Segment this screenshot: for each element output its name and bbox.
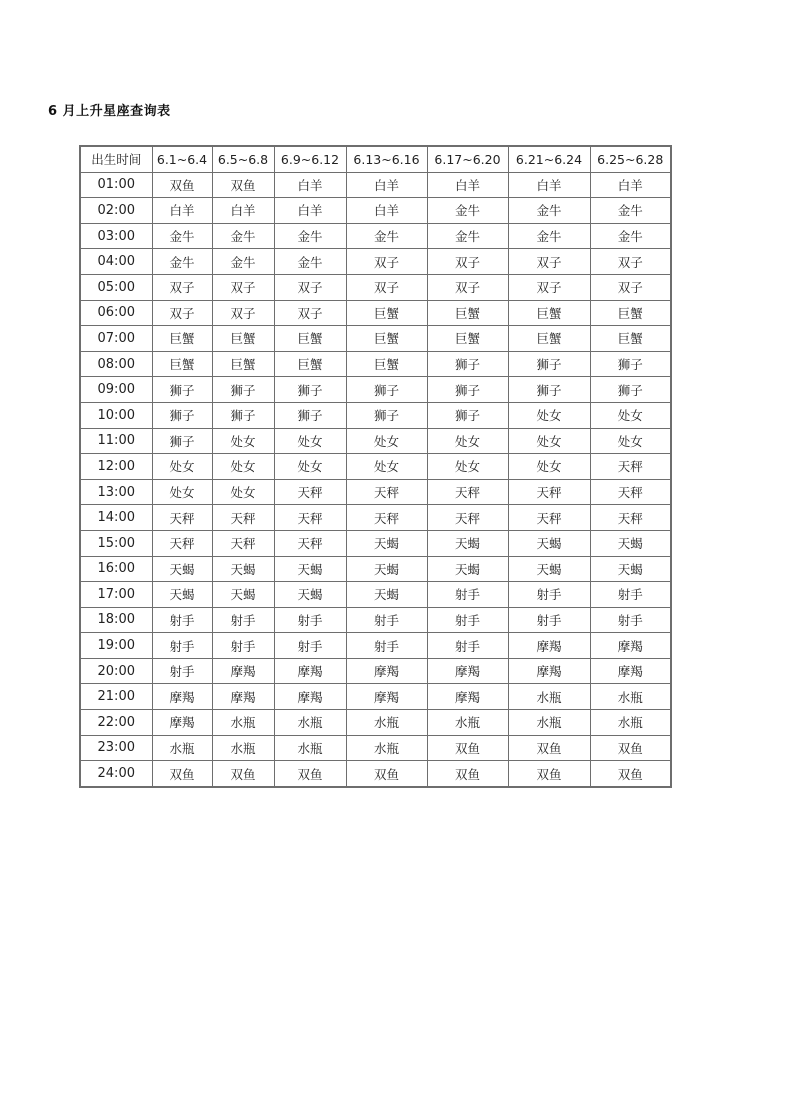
rising-sign-cell: 双鱼 xyxy=(212,761,274,787)
rising-sign-cell: 狮子 xyxy=(152,377,212,403)
rising-sign-cell: 金牛 xyxy=(152,223,212,249)
rising-sign-cell: 天蝎 xyxy=(590,530,671,556)
table-row xyxy=(80,402,671,428)
birth-time-cell: 07:00 xyxy=(80,326,152,352)
rising-sign-cell: 摩羯 xyxy=(274,658,346,684)
column-header-date-range: 6.9~6.12 xyxy=(274,146,346,172)
rising-sign-cell: 水瓶 xyxy=(346,735,427,761)
birth-time-cell: 04:00 xyxy=(80,249,152,275)
rising-sign-cell: 天秤 xyxy=(590,454,671,480)
rising-sign-cell: 处女 xyxy=(346,428,427,454)
rising-sign-cell: 双鱼 xyxy=(508,735,590,761)
rising-sign-cell: 狮子 xyxy=(274,377,346,403)
table-body xyxy=(80,172,671,787)
column-header-date-range: 6.21~6.24 xyxy=(508,146,590,172)
rising-sign-cell: 处女 xyxy=(508,402,590,428)
rising-sign-cell: 摩羯 xyxy=(508,633,590,659)
rising-sign-cell: 摩羯 xyxy=(346,658,427,684)
rising-sign-cell: 射手 xyxy=(427,633,508,659)
rising-sign-cell: 双子 xyxy=(212,274,274,300)
rising-sign-cell: 双子 xyxy=(427,249,508,275)
rising-sign-cell: 天秤 xyxy=(590,505,671,531)
rising-sign-cell: 天秤 xyxy=(346,505,427,531)
table-row xyxy=(80,556,671,582)
birth-time-cell: 11:00 xyxy=(80,428,152,454)
rising-sign-cell: 金牛 xyxy=(212,249,274,275)
table-row xyxy=(80,658,671,684)
rising-sign-cell: 狮子 xyxy=(346,402,427,428)
birth-time-cell: 24:00 xyxy=(80,761,152,787)
rising-sign-cell: 金牛 xyxy=(427,198,508,224)
rising-sign-cell: 天蝎 xyxy=(212,582,274,608)
birth-time-cell: 05:00 xyxy=(80,274,152,300)
rising-sign-cell: 狮子 xyxy=(427,402,508,428)
column-header-date-range: 6.25~6.28 xyxy=(590,146,671,172)
rising-sign-cell: 处女 xyxy=(508,454,590,480)
rising-sign-cell: 狮子 xyxy=(152,428,212,454)
rising-sign-cell: 摩羯 xyxy=(508,658,590,684)
birth-time-cell: 16:00 xyxy=(80,556,152,582)
rising-sign-cell: 巨蟹 xyxy=(508,300,590,326)
column-header-date-range: 6.1~6.4 xyxy=(152,146,212,172)
birth-time-cell: 12:00 xyxy=(80,454,152,480)
rising-sign-cell: 摩羯 xyxy=(152,684,212,710)
rising-sign-cell: 射手 xyxy=(152,633,212,659)
rising-sign-cell: 双子 xyxy=(346,249,427,275)
table-row xyxy=(80,761,671,787)
rising-sign-cell: 金牛 xyxy=(508,198,590,224)
rising-sign-cell: 射手 xyxy=(427,582,508,608)
rising-sign-cell: 白羊 xyxy=(346,172,427,198)
rising-sign-cell: 射手 xyxy=(274,633,346,659)
rising-sign-cell: 双子 xyxy=(508,274,590,300)
rising-sign-cell: 白羊 xyxy=(346,198,427,224)
birth-time-cell: 08:00 xyxy=(80,351,152,377)
table-row xyxy=(80,351,671,377)
rising-sign-cell: 摩羯 xyxy=(152,710,212,736)
rising-sign-cell: 天秤 xyxy=(152,505,212,531)
rising-sign-cell: 双鱼 xyxy=(590,761,671,787)
rising-sign-cell: 双鱼 xyxy=(590,735,671,761)
birth-time-cell: 09:00 xyxy=(80,377,152,403)
birth-time-cell: 17:00 xyxy=(80,582,152,608)
rising-sign-cell: 水瓶 xyxy=(212,710,274,736)
birth-time-cell: 14:00 xyxy=(80,505,152,531)
rising-sign-cell: 天蝎 xyxy=(508,530,590,556)
rising-sign-cell: 天蝎 xyxy=(427,530,508,556)
rising-sign-cell: 处女 xyxy=(274,428,346,454)
rising-sign-cell: 天蝎 xyxy=(152,582,212,608)
rising-sign-cell: 双鱼 xyxy=(152,172,212,198)
rising-sign-cell: 射手 xyxy=(508,607,590,633)
table-row xyxy=(80,684,671,710)
rising-sign-cell: 双子 xyxy=(427,274,508,300)
table-row xyxy=(80,428,671,454)
rising-sign-cell: 处女 xyxy=(152,479,212,505)
rising-sign-cell: 天蝎 xyxy=(274,582,346,608)
rising-sign-cell: 双鱼 xyxy=(212,172,274,198)
table-row xyxy=(80,198,671,224)
rising-sign-cell: 巨蟹 xyxy=(590,300,671,326)
rising-sign-cell: 射手 xyxy=(346,607,427,633)
rising-sign-cell: 白羊 xyxy=(508,172,590,198)
rising-sign-cell: 处女 xyxy=(274,454,346,480)
rising-sign-cell: 狮子 xyxy=(212,402,274,428)
rising-sign-cell: 白羊 xyxy=(590,172,671,198)
rising-sign-cell: 射手 xyxy=(152,658,212,684)
rising-sign-cell: 天秤 xyxy=(590,479,671,505)
rising-sign-cell: 巨蟹 xyxy=(152,326,212,352)
rising-sign-cell: 巨蟹 xyxy=(212,326,274,352)
rising-sign-cell: 白羊 xyxy=(274,172,346,198)
rising-sign-cell: 双鱼 xyxy=(427,761,508,787)
birth-time-cell: 20:00 xyxy=(80,658,152,684)
rising-sign-cell: 水瓶 xyxy=(508,684,590,710)
rising-sign-cell: 天秤 xyxy=(212,505,274,531)
rising-sign-cell: 天秤 xyxy=(427,505,508,531)
rising-sign-cell: 双鱼 xyxy=(346,761,427,787)
rising-sign-cell: 金牛 xyxy=(427,223,508,249)
rising-sign-cell: 水瓶 xyxy=(508,710,590,736)
table-row xyxy=(80,377,671,403)
rising-sign-cell: 白羊 xyxy=(152,198,212,224)
rising-sign-cell: 射手 xyxy=(590,582,671,608)
table-row xyxy=(80,530,671,556)
table-header-row xyxy=(80,146,671,172)
rising-sign-cell: 摩羯 xyxy=(590,658,671,684)
birth-time-cell: 13:00 xyxy=(80,479,152,505)
rising-sign-cell: 摩羯 xyxy=(590,633,671,659)
rising-sign-cell: 水瓶 xyxy=(274,710,346,736)
rising-sign-cell: 双子 xyxy=(152,274,212,300)
rising-sign-cell: 水瓶 xyxy=(590,684,671,710)
rising-sign-cell: 射手 xyxy=(346,633,427,659)
rising-sign-cell: 水瓶 xyxy=(590,710,671,736)
rising-sign-cell: 处女 xyxy=(427,454,508,480)
rising-sign-cell: 处女 xyxy=(212,454,274,480)
rising-sign-cell: 摩羯 xyxy=(427,684,508,710)
rising-sign-cell: 摩羯 xyxy=(274,684,346,710)
table-row xyxy=(80,249,671,275)
rising-sign-cell: 双鱼 xyxy=(152,761,212,787)
rising-sign-cell: 金牛 xyxy=(590,198,671,224)
rising-sign-cell: 巨蟹 xyxy=(427,326,508,352)
rising-sign-cell: 天蝎 xyxy=(590,556,671,582)
birth-time-cell: 03:00 xyxy=(80,223,152,249)
rising-sign-cell: 巨蟹 xyxy=(508,326,590,352)
table-row xyxy=(80,505,671,531)
rising-sign-cell: 狮子 xyxy=(508,377,590,403)
birth-time-cell: 10:00 xyxy=(80,402,152,428)
rising-sign-cell: 天秤 xyxy=(346,479,427,505)
rising-sign-cell: 巨蟹 xyxy=(346,326,427,352)
birth-time-cell: 02:00 xyxy=(80,198,152,224)
rising-sign-cell: 金牛 xyxy=(274,249,346,275)
rising-sign-cell: 巨蟹 xyxy=(274,326,346,352)
rising-sign-cell: 金牛 xyxy=(212,223,274,249)
table-row xyxy=(80,582,671,608)
rising-sign-cell: 射手 xyxy=(212,633,274,659)
rising-sign-cell: 狮子 xyxy=(346,377,427,403)
table-row xyxy=(80,633,671,659)
rising-sign-cell: 狮子 xyxy=(508,351,590,377)
rising-sign-cell: 双子 xyxy=(590,249,671,275)
rising-sign-cell: 水瓶 xyxy=(346,710,427,736)
column-header-date-range: 6.13~6.16 xyxy=(346,146,427,172)
birth-time-cell: 21:00 xyxy=(80,684,152,710)
rising-sign-table xyxy=(79,145,672,788)
rising-sign-cell: 狮子 xyxy=(152,402,212,428)
rising-sign-cell: 处女 xyxy=(346,454,427,480)
birth-time-cell: 01:00 xyxy=(80,172,152,198)
table-row xyxy=(80,479,671,505)
rising-sign-cell: 狮子 xyxy=(590,351,671,377)
rising-sign-cell: 双鱼 xyxy=(427,735,508,761)
rising-sign-cell: 天蝎 xyxy=(274,556,346,582)
table-row xyxy=(80,607,671,633)
rising-sign-cell: 处女 xyxy=(212,428,274,454)
column-header-birth-time: 出生时间 xyxy=(80,146,152,172)
table-row xyxy=(80,454,671,480)
rising-sign-cell: 天秤 xyxy=(274,505,346,531)
page-title: 6 月上升星座查询表 xyxy=(48,104,171,119)
rising-sign-cell: 处女 xyxy=(152,454,212,480)
rising-sign-cell: 金牛 xyxy=(274,223,346,249)
rising-sign-cell: 巨蟹 xyxy=(427,300,508,326)
rising-sign-cell: 金牛 xyxy=(152,249,212,275)
rising-sign-cell: 狮子 xyxy=(212,377,274,403)
rising-sign-cell: 双子 xyxy=(274,274,346,300)
column-header-date-range: 6.5~6.8 xyxy=(212,146,274,172)
rising-sign-cell: 巨蟹 xyxy=(152,351,212,377)
rising-sign-cell: 白羊 xyxy=(274,198,346,224)
birth-time-cell: 06:00 xyxy=(80,300,152,326)
rising-sign-cell: 双鱼 xyxy=(274,761,346,787)
table-row xyxy=(80,326,671,352)
rising-sign-cell: 白羊 xyxy=(212,198,274,224)
birth-time-cell: 18:00 xyxy=(80,607,152,633)
rising-sign-cell: 天蝎 xyxy=(427,556,508,582)
table-row xyxy=(80,735,671,761)
rising-sign-cell: 狮子 xyxy=(427,351,508,377)
rising-sign-cell: 双鱼 xyxy=(508,761,590,787)
rising-sign-cell: 巨蟹 xyxy=(590,326,671,352)
table-row xyxy=(80,172,671,198)
rising-sign-cell: 金牛 xyxy=(508,223,590,249)
rising-sign-cell: 天秤 xyxy=(427,479,508,505)
rising-sign-cell: 射手 xyxy=(508,582,590,608)
rising-sign-cell: 摩羯 xyxy=(427,658,508,684)
rising-sign-cell: 射手 xyxy=(152,607,212,633)
table-row xyxy=(80,710,671,736)
table-row xyxy=(80,300,671,326)
rising-sign-cell: 处女 xyxy=(427,428,508,454)
rising-sign-cell: 天蝎 xyxy=(346,556,427,582)
rising-sign-cell: 射手 xyxy=(590,607,671,633)
rising-sign-cell: 双子 xyxy=(274,300,346,326)
rising-sign-cell: 狮子 xyxy=(274,402,346,428)
rising-sign-cell: 水瓶 xyxy=(212,735,274,761)
rising-sign-cell: 金牛 xyxy=(590,223,671,249)
column-header-date-range: 6.17~6.20 xyxy=(427,146,508,172)
rising-sign-cell: 巨蟹 xyxy=(346,300,427,326)
rising-sign-cell: 巨蟹 xyxy=(212,351,274,377)
rising-sign-cell: 处女 xyxy=(508,428,590,454)
rising-sign-cell: 射手 xyxy=(212,607,274,633)
rising-sign-cell: 双子 xyxy=(508,249,590,275)
rising-sign-cell: 天秤 xyxy=(508,479,590,505)
birth-time-cell: 22:00 xyxy=(80,710,152,736)
birth-time-cell: 19:00 xyxy=(80,633,152,659)
rising-sign-cell: 摩羯 xyxy=(212,658,274,684)
rising-sign-cell: 巨蟹 xyxy=(346,351,427,377)
rising-sign-cell: 天蝎 xyxy=(346,530,427,556)
rising-sign-cell: 双子 xyxy=(212,300,274,326)
rising-sign-cell: 白羊 xyxy=(427,172,508,198)
rising-sign-cell: 巨蟹 xyxy=(274,351,346,377)
rising-sign-cell: 水瓶 xyxy=(152,735,212,761)
table-row xyxy=(80,223,671,249)
rising-sign-cell: 摩羯 xyxy=(212,684,274,710)
rising-sign-cell: 水瓶 xyxy=(427,710,508,736)
rising-sign-cell: 天蝎 xyxy=(212,556,274,582)
rising-sign-cell: 天秤 xyxy=(152,530,212,556)
rising-sign-cell: 天秤 xyxy=(508,505,590,531)
rising-sign-cell: 天蝎 xyxy=(346,582,427,608)
rising-sign-cell: 射手 xyxy=(427,607,508,633)
rising-sign-cell: 天秤 xyxy=(274,530,346,556)
rising-sign-cell: 双子 xyxy=(590,274,671,300)
rising-sign-cell: 处女 xyxy=(590,402,671,428)
table-row xyxy=(80,274,671,300)
rising-sign-cell: 狮子 xyxy=(427,377,508,403)
rising-sign-cell: 水瓶 xyxy=(274,735,346,761)
rising-sign-cell: 金牛 xyxy=(346,223,427,249)
birth-time-cell: 23:00 xyxy=(80,735,152,761)
rising-sign-cell: 狮子 xyxy=(590,377,671,403)
rising-sign-cell: 天蝎 xyxy=(508,556,590,582)
rising-sign-cell: 双子 xyxy=(346,274,427,300)
rising-sign-cell: 天蝎 xyxy=(152,556,212,582)
rising-sign-cell: 双子 xyxy=(152,300,212,326)
rising-sign-cell: 天秤 xyxy=(212,530,274,556)
rising-sign-cell: 天秤 xyxy=(274,479,346,505)
rising-sign-cell: 处女 xyxy=(212,479,274,505)
rising-sign-cell: 处女 xyxy=(590,428,671,454)
rising-sign-cell: 摩羯 xyxy=(346,684,427,710)
birth-time-cell: 15:00 xyxy=(80,530,152,556)
rising-sign-cell: 射手 xyxy=(274,607,346,633)
